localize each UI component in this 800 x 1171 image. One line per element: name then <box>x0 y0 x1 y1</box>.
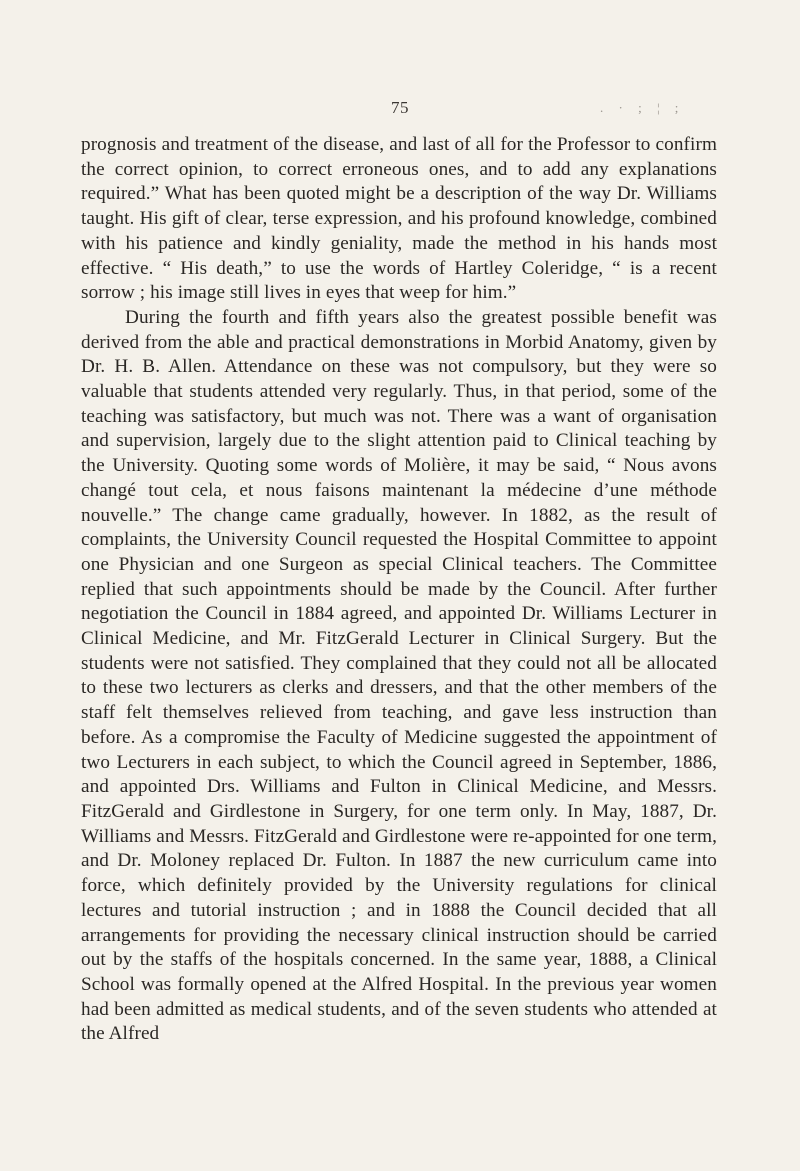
paragraph: prognosis and treatment of the disease, and last of all for the Professor to confirm the correct opinion, to correct erroneous ones, and to add any explanations required.” What has been quoted might be a description of the way Dr. Williams taught. His gift of clear, terse expression, and his profound knowledge, combined with his patience and kindly geniality, made the method in his hands most effective. “ His death,” to use the words of Hartley Coleridge, “ is a recent sorrow ; his image still lives in eyes that weep for him.” <box>81 134 717 304</box>
page-number: 75 <box>391 98 409 117</box>
margin-marks: . · ; ¦ ; <box>600 100 685 115</box>
paragraph: During the fourth and fifth years also the greatest possible benefit was derived from the able and practical demonstrations in Morbid Anatomy, given by Dr. H. B. Allen. Attendance on these was not compulsory, but they were so valuable that students attended very regularly. Thus, in that period, some of the teaching was satisfactory, but much was not. There was a want of organisation and supervision, largely due to the slight attention paid to Clinical teaching by the University. Quoting some words of Molière, it may be said, “ Nous avons changé tout cela, et nous faisons maintenant la médecine d’une méthode nouvelle.” The change came gradually, however. In 1882, as the result of complaints, the University Council requested the Hospital Committee to appoint one Physician and one Surgeon as special Clinical teachers. The Committee replied that such appointments should be made by the Council. After further negotiation the Council in 1884 agreed, and appointed Dr. Williams Lecturer in Clinical Medicine, and Mr. FitzGerald Lecturer in Clinical Surgery. But the students were not satisfied. They complained that they could not all be allocated to these two lecturers as clerks and dressers, and that the other members of the staff felt themselves relieved from teaching, and gave less instruction than before. As a compromise the Faculty of Medicine suggested the appointment of two Lecturers in each subject, to which the Council agreed in September, 1886, and appointed Drs. Williams and Fulton in Clinical Medicine, and Messrs. FitzGerald and Girdlestone in Surgery, for one term only. In May, 1887, Dr. Williams and Messrs. FitzGerald and Girdlestone were re-appointed for one term, and Dr. Moloney replaced Dr. Fulton. In 1887 the new curriculum came into force, which definitely provided by the University regulations for clinical lectures and tutorial instruction ; and in 1888 the Council decided that all arrangements for providing the necessary clinical instruction should be carried out by the staffs of the hospitals concerned. In the same year, 1888, a Clinical School was formally opened at the Alfred Hospital. In the previous year women had been admitted as medical students, and of the seven students who attended at the Alfred <box>81 306 717 1045</box>
body-text <box>81 133 717 1047</box>
